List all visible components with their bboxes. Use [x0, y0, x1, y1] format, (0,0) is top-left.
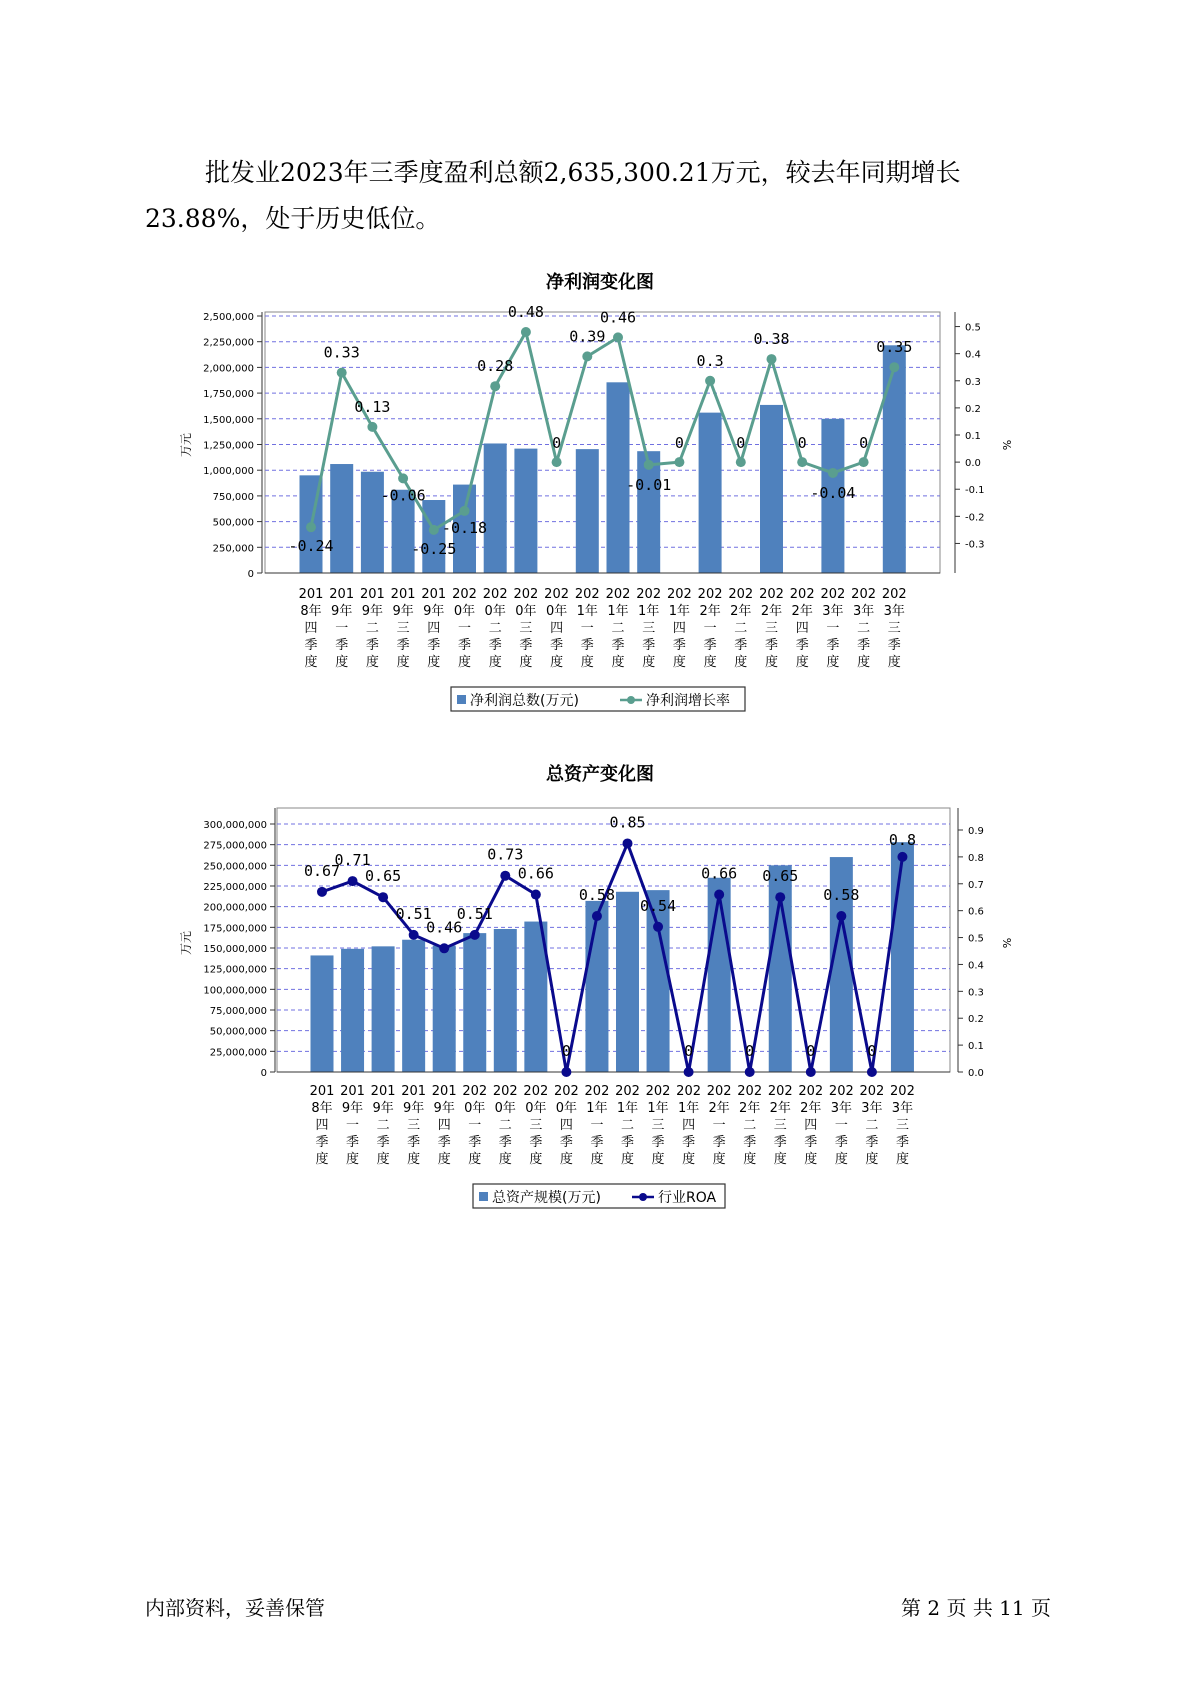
bar	[616, 892, 639, 1072]
right-tick-label: 0.4	[965, 349, 981, 361]
category-label: 202 3年一季度	[828, 1084, 854, 1167]
left-tick-label: 2,500,000	[203, 312, 254, 323]
data-label: -0.01	[626, 475, 672, 494]
legend-line-label: 净利润增长率	[646, 693, 730, 709]
left-tick-label: 1,500,000	[203, 414, 254, 426]
line-point	[889, 362, 899, 372]
data-label: 0.65	[762, 867, 799, 886]
category-label: 202 0年四季度	[544, 587, 570, 670]
data-label: 0.67	[303, 861, 341, 880]
right-tick-label: 0.2	[968, 1014, 984, 1026]
data-label: 0	[684, 1042, 694, 1060]
category-label: 202 0年三季度	[513, 587, 539, 670]
footer-confidential: 内部资料，妥善保管	[145, 1596, 325, 1620]
bar	[647, 890, 670, 1072]
line-point	[714, 890, 724, 900]
data-label: 0.71	[334, 851, 371, 870]
line-point	[623, 838, 633, 848]
bar	[372, 946, 395, 1072]
data-label: 0	[867, 1042, 877, 1060]
data-label: 0.8	[888, 830, 916, 849]
left-tick-label: 0	[247, 569, 254, 580]
right-tick-label: 0.9	[968, 826, 984, 837]
right-tick-label: 0.8	[968, 852, 984, 864]
line-point	[705, 376, 715, 386]
category-label: 202 1年一季度	[584, 1084, 610, 1167]
data-label: 0.46	[599, 308, 637, 327]
line-point	[439, 943, 449, 953]
category-label: 202 2年三季度	[759, 587, 784, 670]
data-label: 0.48	[507, 302, 544, 321]
line-point	[306, 522, 316, 532]
line-point	[470, 930, 480, 940]
category-label: 202 2年三季度	[767, 1084, 793, 1167]
left-tick-label: 75,000,000	[209, 1006, 267, 1017]
right-tick-label: 0.0	[965, 458, 981, 470]
right-tick-label: 0.5	[965, 322, 981, 334]
category-label: 202 1年二季度	[605, 587, 631, 670]
left-tick-label: 275,000,000	[203, 840, 267, 852]
data-label: 0.3	[696, 351, 724, 370]
category-label: 202 1年三季度	[636, 587, 662, 670]
right-tick-label: 0.4	[968, 960, 984, 972]
bar	[330, 464, 353, 573]
bar	[576, 449, 599, 573]
line-point	[736, 457, 746, 467]
line-point	[836, 911, 846, 921]
data-label: -0.04	[810, 483, 856, 502]
category-label: 202 1年四季度	[666, 587, 692, 670]
line-point	[500, 871, 510, 881]
footer-page-number: 第 2 页 共 11 页	[901, 1596, 1051, 1620]
data-label: 0.13	[354, 397, 391, 416]
left-tick-label: 1,000,000	[203, 466, 254, 478]
right-tick-label: 0.1	[968, 1041, 984, 1053]
legend-line-marker	[639, 1193, 647, 1201]
data-label: 0	[561, 1042, 571, 1060]
data-label: 0	[674, 434, 684, 453]
chart-title: 净利润变化图	[546, 272, 654, 293]
left-tick-label: 250,000	[212, 543, 254, 555]
left-tick-label: 2,250,000	[203, 337, 254, 349]
line-point	[429, 525, 439, 535]
chart-2	[179, 763, 1013, 1208]
data-label: 0	[552, 434, 562, 453]
legend-bar-swatch	[479, 1192, 488, 1201]
left-tick-label: 1,750,000	[203, 389, 254, 401]
data-label: 0.54	[639, 896, 677, 915]
legend-line-label: 行业ROA	[658, 1190, 717, 1206]
right-tick-label: -0.2	[965, 512, 985, 524]
legend-line-marker	[627, 696, 635, 704]
line-point	[398, 473, 408, 483]
data-label: 0.85	[609, 813, 646, 832]
line-point	[378, 892, 388, 902]
category-label: 202 2年四季度	[798, 1084, 824, 1167]
data-label: -0.06	[380, 486, 426, 505]
line-point	[745, 1067, 755, 1077]
legend-bar-label: 净利润总数(万元)	[470, 693, 579, 709]
data-label: 0	[859, 434, 869, 453]
category-label: 202 2年二季度	[737, 1084, 763, 1167]
left-tick-label: 25,000,000	[209, 1047, 267, 1059]
left-tick-label: 150,000,000	[203, 944, 267, 955]
line-point	[409, 930, 419, 940]
line-point	[644, 460, 654, 470]
category-label: 202 2年一季度	[697, 587, 723, 670]
category-label: 202 1年三季度	[645, 1084, 671, 1167]
data-label: 0	[745, 1042, 755, 1060]
line-point	[828, 468, 838, 478]
line-point	[653, 922, 663, 932]
line-point	[684, 1067, 694, 1077]
right-tick-label: 0.7	[968, 879, 984, 891]
line-point	[521, 327, 531, 337]
bar	[484, 443, 507, 573]
left-tick-label: 50,000,000	[209, 1026, 267, 1038]
category-label: 201 9年一季度	[329, 587, 355, 670]
category-label: 202 3年一季度	[820, 587, 846, 670]
category-label: 201 9年三季度	[390, 587, 416, 670]
data-label: 0.65	[365, 867, 402, 886]
line-point	[561, 1067, 571, 1077]
line-point	[460, 506, 470, 516]
data-label: 0	[736, 434, 746, 453]
legend-bar-swatch	[457, 695, 466, 704]
category-label: 201 8年四季度	[309, 1084, 335, 1167]
category-label: 202 3年二季度	[851, 587, 877, 670]
data-label: 0.35	[876, 338, 913, 357]
left-tick-label: 100,000,000	[203, 985, 267, 997]
data-label: 0.46	[426, 918, 463, 937]
data-label: 0	[806, 1042, 816, 1060]
data-label: 0.28	[477, 357, 514, 376]
bar	[494, 929, 517, 1072]
category-label: 202 0年二季度	[482, 587, 508, 670]
left-tick-label: 250,000,000	[203, 861, 267, 873]
data-label: 0.33	[323, 343, 360, 362]
data-label: 0.58	[578, 886, 616, 905]
left-axis-label: 万元	[179, 930, 193, 956]
line-point	[592, 911, 602, 921]
bar	[311, 955, 334, 1072]
bar	[514, 449, 537, 573]
category-label: 201 9年二季度	[359, 587, 385, 670]
bar	[883, 345, 906, 573]
left-tick-label: 125,000,000	[203, 964, 267, 976]
category-label: 202 1年四季度	[676, 1084, 702, 1167]
left-tick-label: 0	[260, 1068, 267, 1079]
category-label: 201 9年四季度	[431, 1084, 457, 1167]
category-label: 202 2年二季度	[728, 587, 754, 670]
left-tick-label: 300,000,000	[203, 820, 267, 831]
chart-title: 总资产变化图	[546, 764, 654, 785]
line-point	[337, 368, 347, 378]
line-point	[767, 354, 777, 364]
category-label: 202 2年一季度	[706, 1084, 732, 1167]
right-tick-label: 0.2	[965, 403, 981, 415]
data-label: -0.24	[288, 537, 334, 556]
category-label: 201 9年二季度	[370, 1084, 396, 1167]
category-label: 202 0年一季度	[452, 587, 477, 670]
right-tick-label: 0.6	[968, 906, 984, 918]
category-label: 201 9年一季度	[340, 1084, 365, 1167]
category-label: 202 0年二季度	[492, 1084, 518, 1167]
data-label: 0.51	[456, 904, 493, 923]
data-label: 0.38	[753, 330, 790, 349]
left-tick-label: 200,000,000	[203, 902, 267, 914]
right-tick-label: -0.1	[965, 485, 985, 497]
line-point	[490, 381, 500, 391]
bar	[585, 901, 608, 1072]
category-label: 202 3年三季度	[881, 587, 907, 670]
data-label: -0.18	[441, 518, 488, 537]
left-tick-label: 175,000,000	[203, 923, 267, 935]
right-tick-label: 0.3	[968, 987, 984, 999]
line-point	[582, 351, 592, 361]
line-point	[867, 1067, 877, 1077]
category-label: 201 9年四季度	[421, 587, 447, 670]
summary-paragraph: 批发业2023年三季度盈利总额2,635,300.21万元，较去年同期增长23.88%，处于历史低位。	[145, 158, 961, 233]
line-point	[859, 457, 869, 467]
data-label: 0.66	[701, 864, 738, 883]
line-point	[897, 852, 907, 862]
left-tick-label: 225,000,000	[203, 882, 267, 893]
line-point	[806, 1067, 816, 1077]
left-tick-label: 750,000	[212, 491, 254, 503]
line-point	[367, 422, 377, 432]
data-label: 0.58	[823, 886, 860, 905]
line-point	[317, 887, 327, 897]
legend	[473, 1184, 725, 1208]
line-point	[531, 890, 541, 900]
bar	[891, 842, 914, 1072]
line-point	[797, 457, 807, 467]
right-tick-label: -0.3	[965, 539, 985, 551]
bar	[708, 878, 731, 1072]
data-label: 0.73	[487, 845, 524, 864]
category-label: 202 0年三季度	[523, 1084, 549, 1167]
category-label: 202 0年一季度	[462, 1084, 488, 1167]
category-label: 202 1年二季度	[615, 1084, 640, 1167]
left-axis-label: 万元	[179, 432, 193, 458]
data-label: 0.66	[517, 864, 554, 883]
bar	[699, 413, 722, 573]
right-tick-label: 0.3	[965, 376, 981, 388]
legend	[451, 687, 745, 711]
bar	[433, 946, 456, 1072]
category-label: 202 3年三季度	[890, 1084, 915, 1167]
line-point	[613, 332, 623, 342]
line-point	[775, 892, 785, 902]
left-tick-label: 1,250,000	[203, 440, 254, 452]
right-tick-label: 0.5	[968, 933, 984, 945]
line-point	[552, 457, 562, 467]
bar	[760, 405, 783, 573]
category-label: 201 8年四季度	[298, 587, 324, 670]
right-tick-label: 0.0	[968, 1068, 984, 1079]
bar	[402, 940, 425, 1072]
right-tick-label: 0.1	[965, 431, 981, 442]
category-label: 201 9年三季度	[401, 1084, 427, 1167]
category-label: 202 3年二季度	[859, 1084, 885, 1167]
data-label: -0.25	[411, 539, 457, 558]
bar	[341, 949, 364, 1072]
line-point	[348, 876, 358, 886]
line-point	[674, 457, 684, 467]
chart-1	[179, 271, 1013, 711]
right-axis-label: %	[1000, 439, 1013, 451]
right-axis-label: %	[1000, 937, 1013, 949]
data-label: 0.51	[395, 904, 432, 923]
bar	[463, 933, 486, 1072]
legend-bar-label: 总资产规模(万元)	[492, 1190, 601, 1206]
category-label: 202 0年四季度	[553, 1084, 579, 1167]
data-label: 0	[797, 434, 807, 453]
left-tick-label: 500,000	[212, 517, 254, 529]
category-label: 202 2年四季度	[789, 587, 815, 670]
data-label: 0.39	[569, 327, 606, 346]
category-label: 202 1年一季度	[574, 587, 600, 670]
left-tick-label: 2,000,000	[203, 363, 254, 375]
